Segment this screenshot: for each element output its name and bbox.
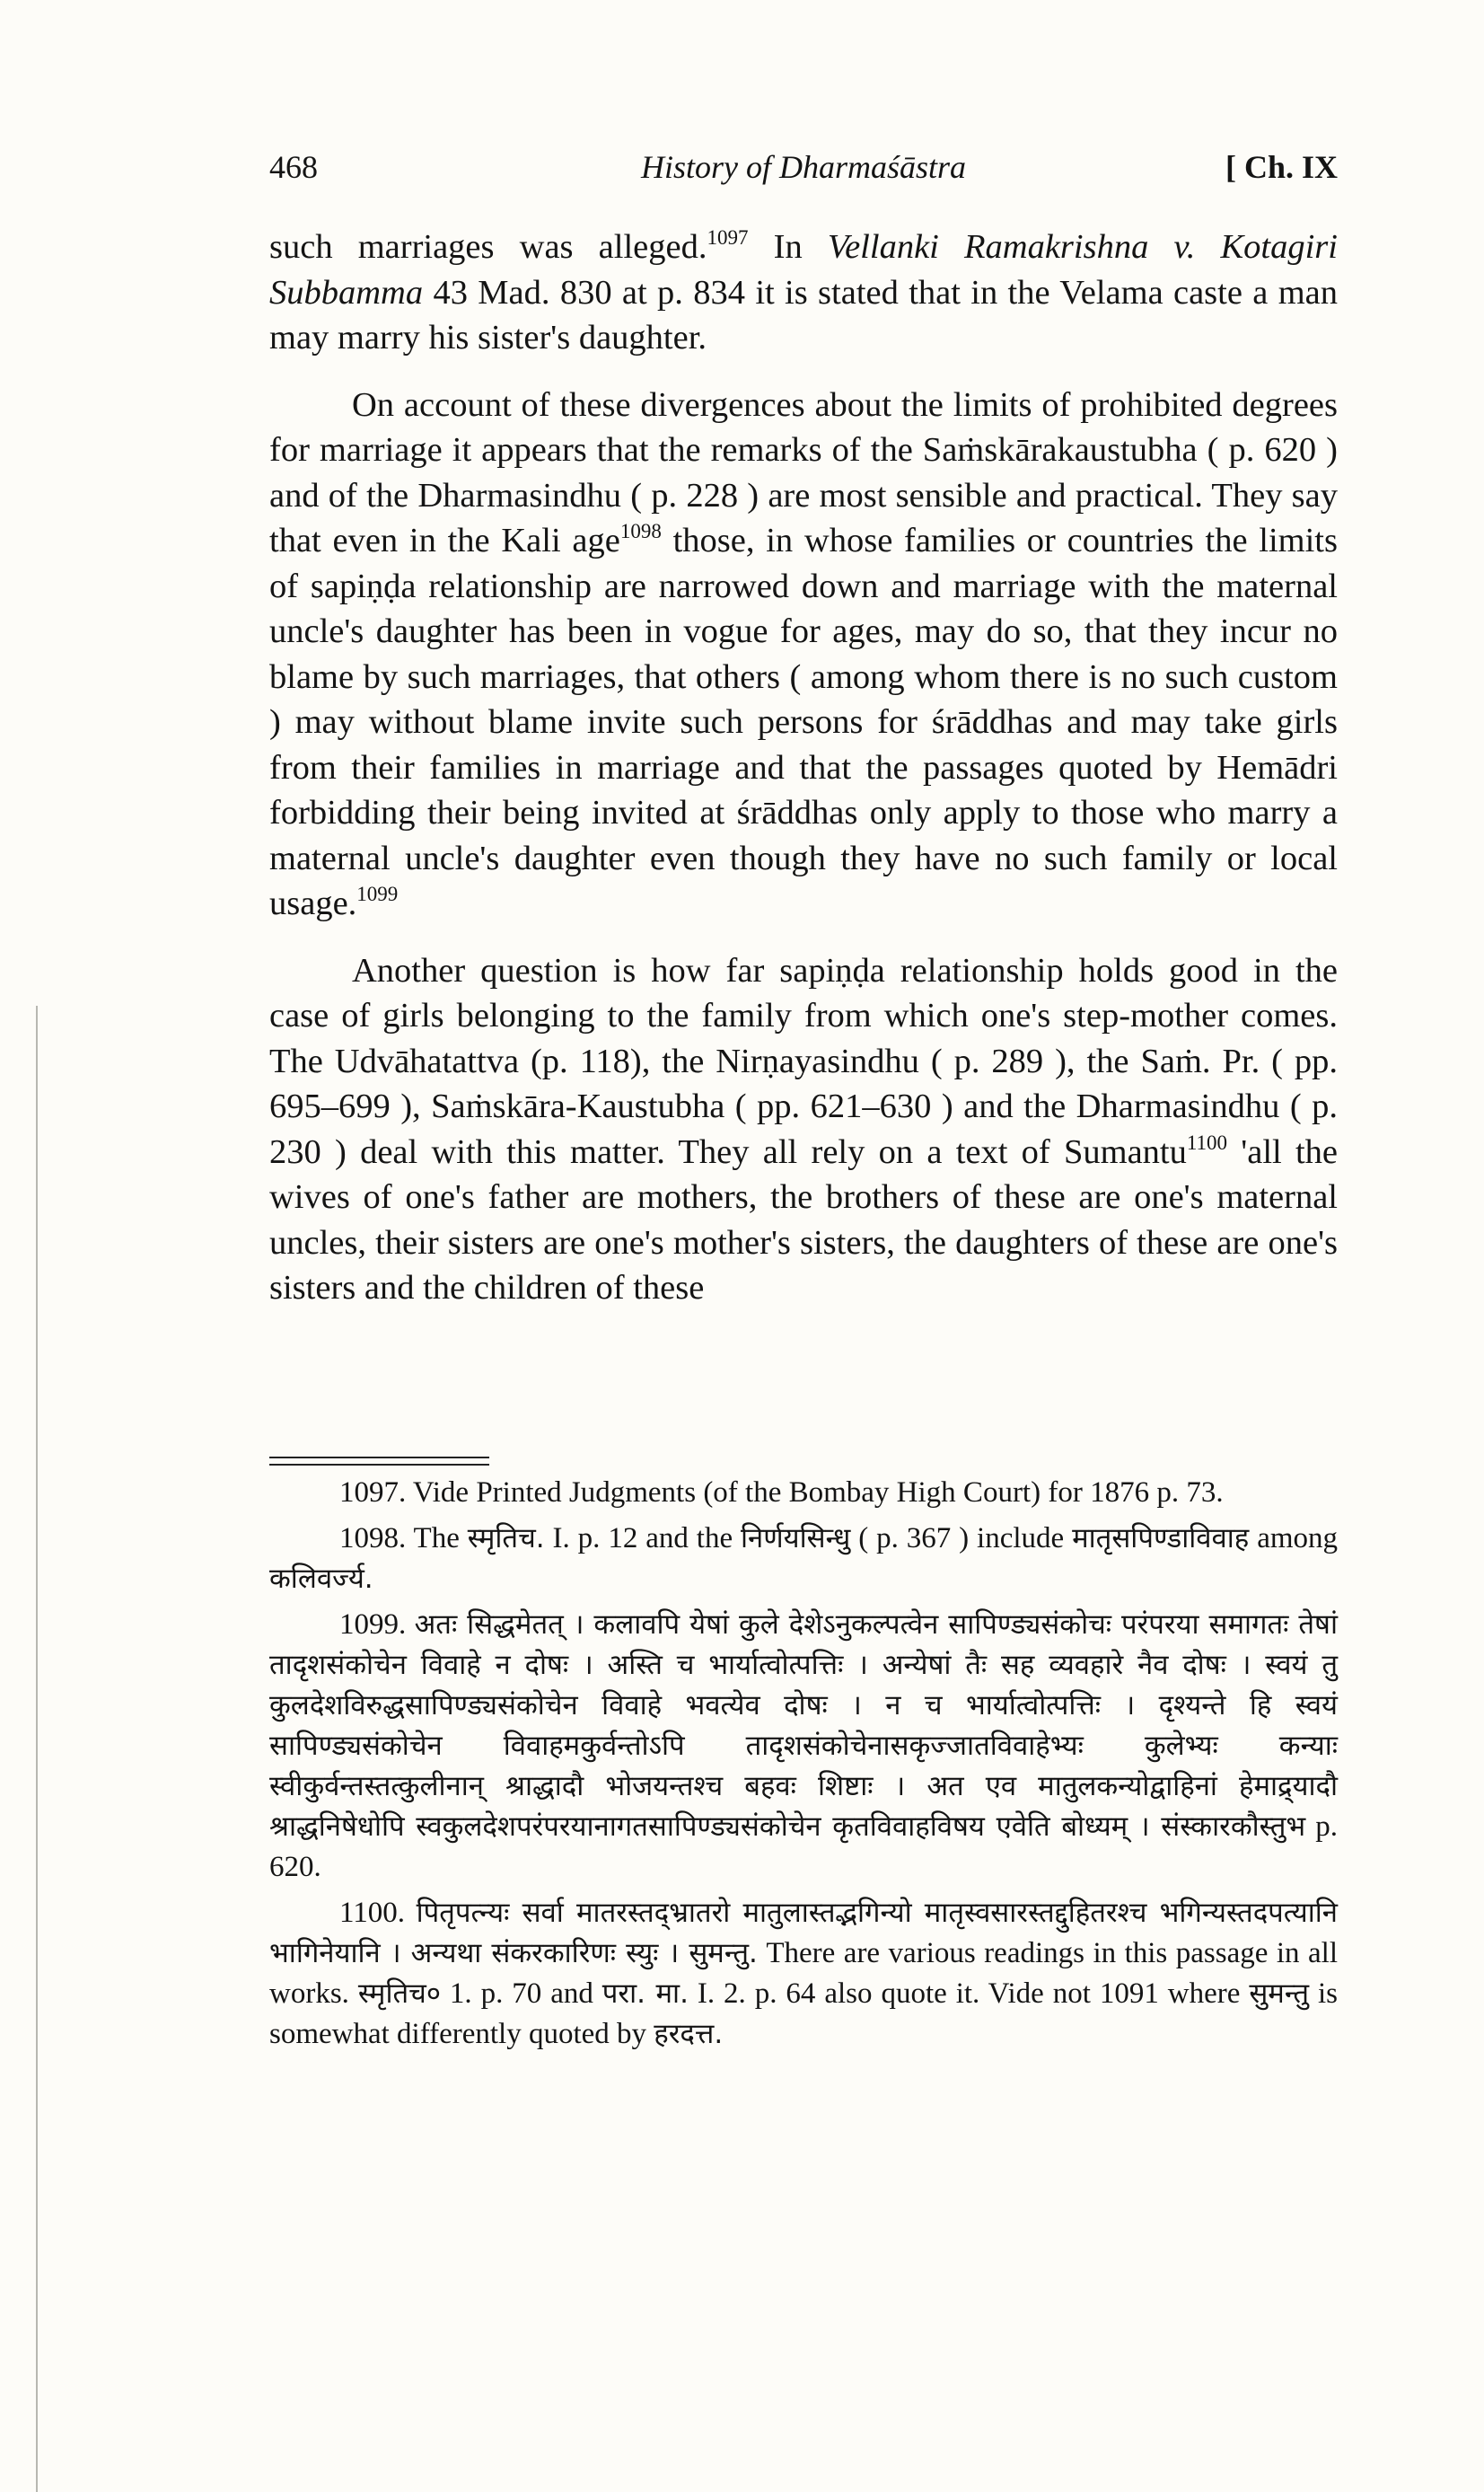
sanskrit-text: पितृपत्न्यः सर्वा मातरस्तद्भ्रातरो मातुलास्तद्भगिन्यो मातृस्वसारस्तद्दुहितरश्च भगिन्यस्तदपत्यानि भागिनेयानि । अन्यथा संकरकारिणः स्युः । सुमन्तु. xyxy=(269,1897,1339,1969)
main-text xyxy=(269,225,1338,1333)
text-run: 43 Mad. 830 at p. 834 it is stated that in the Velama caste a man may marry his sister's daughter. xyxy=(269,273,1338,357)
page-edge-line xyxy=(36,1006,38,2492)
text-run: those, in whose families or countries the limits of sapiṇḍa relationship are narrowed down and marriage with the maternal uncle's daughter has been in vogue for ages, may do so, that they incur no blame by such marriages, that others ( among whom there is no such custom ) may without blame invite such persons for śrāddhas and may take girls from their families in marriage and that the passages quoted by Hemādri forbidding their being invited at śrāddhas only apply to those who marry a maternal uncle's daughter even though they have no such family or local usage. xyxy=(269,522,1338,922)
footnote-reference: 1100 xyxy=(1186,1131,1228,1154)
body-paragraph xyxy=(269,225,1338,361)
footnote-separator xyxy=(269,1457,489,1466)
sanskrit-text: अतः सिद्धमेतत् । कलावपि येषां कुले देशेऽनुकल्पत्वेन सापिण्ड्यसंकोचः परंपरया समागतः तेषां तादृशसंकोचेन विवाहे न दोषः । अस्ति च भार्यात्वोत्पत्तिः । अन्येषां तैः सह व्यवहारे नैव दोषः । स्वयं तु कुलदेशविरुद्धसापिण्ड्यसंकोचेन विवाहे भवत्येव दोषः । न च भार्यात्वोत्पत्तिः । दृश्यन्ते हि स्वयं सापिण्ड्यसंकोचेन विवाहमकुर्वन्तोऽपि तादृशसंकोचेनासकृज्जातविवाहेभ्यः कुलेभ्यः कन्याः स्वीकुर्वन्तस्तत्कुलीनान् श्राद्धादौ भोजयन्तश्च बहवः शिष्टाः । अत एव मातुलकन्योद्वाहिनां हेमाद्र्यादौ श्राद्धनिषेधोपि स्वकुलदेशपरंपरयानागतसापिण्ड्यसंकोचेन कृतविवाहविषय एवेति बोध्यम् । संस्कारकौस्तुभ xyxy=(269,1608,1338,1843)
text-run: ( p. 367 ) include xyxy=(850,1522,1073,1554)
sanskrit-text: कलिवर्ज्य. xyxy=(269,1563,373,1595)
text-run: 1097. Vide Printed Judgments (of the Bombay High Court) for 1876 p. 73. xyxy=(339,1476,1224,1509)
case-citation: Vellanki Ramakrishna v. Kotagiri Subbamma xyxy=(269,228,1338,312)
running-header xyxy=(269,148,1338,202)
text-run: among xyxy=(1249,1522,1339,1554)
text-run: I. 2. p. 64 also quote it. Vide not 1091 where xyxy=(688,1977,1250,2010)
text-run: 1099. xyxy=(339,1608,415,1641)
page-number: 468 xyxy=(269,149,318,185)
footnote xyxy=(269,1893,1338,2055)
text-run: is somewhat differently quoted by xyxy=(269,1977,1338,2050)
body-paragraph xyxy=(269,383,1338,927)
footnote xyxy=(269,1605,1338,1888)
sanskrit-text: सुमन्तु xyxy=(1249,1977,1310,2010)
text-run: I. p. 12 and the xyxy=(544,1522,742,1554)
sanskrit-text: मातृसपिण्डाविवाह xyxy=(1072,1522,1250,1554)
text-run: Another question is how far sapiṇḍa relationship holds good in the case of girls belonging to the family from which one's step-mother comes. The Udvāhatattva (p. 118), the Nirṇayasindhu ( p. 289 ), the Saṁ. Pr. ( pp. 695–699 ), Saṁskāra-Kaustubha ( pp. 621–630 ) and the Dharmasindhu ( p. 230 ) deal with this matter. They all rely on a text of Sumantu xyxy=(269,951,1338,1171)
sanskrit-text: परा. मा. xyxy=(602,1977,689,2010)
text-run: p. 620. xyxy=(269,1810,1338,1883)
text-run: 1100. xyxy=(339,1897,417,1929)
text-run: There are various readings in this passage in all works. xyxy=(269,1937,1338,2010)
text-run: On account of these divergences about the limits of prohibited degrees for marriage it appears that the remarks of the Saṁskārakaustubha ( p. 620 ) and of the Dharmasindhu ( p. 228 ) are most sensible and practical. They say that even in the Kali age xyxy=(269,385,1338,559)
footnote xyxy=(269,1473,1338,1513)
chapter-label: [ Ch. IX xyxy=(1225,149,1338,185)
footnote xyxy=(269,1519,1338,1599)
footnotes xyxy=(269,1473,1338,2060)
text-run: 1098. The xyxy=(339,1522,468,1554)
body-paragraph xyxy=(269,948,1338,1311)
running-title: History of Dharmaśāstra xyxy=(640,149,967,185)
footnote-reference: 1099 xyxy=(356,883,399,905)
text-run: such marriages was alleged. xyxy=(269,228,707,266)
sanskrit-text: स्मृतिच. xyxy=(467,1522,545,1554)
sanskrit-text: स्मृतिच० xyxy=(357,1977,441,2010)
sanskrit-text: निर्णयसिन्धु xyxy=(741,1522,851,1554)
footnote-reference: 1098 xyxy=(619,520,662,542)
text-run: In xyxy=(748,228,828,266)
sanskrit-text: हरदत्त. xyxy=(654,2018,724,2050)
text-run: 1. p. 70 and xyxy=(440,1977,602,2010)
footnote-reference: 1097 xyxy=(707,226,749,249)
text-run: 'all the wives of one's father are mothers, the brothers of these are one's maternal uncles, their sisters are one's mother's sisters, the daughters of these are one's sisters and the children of these xyxy=(269,1132,1338,1307)
